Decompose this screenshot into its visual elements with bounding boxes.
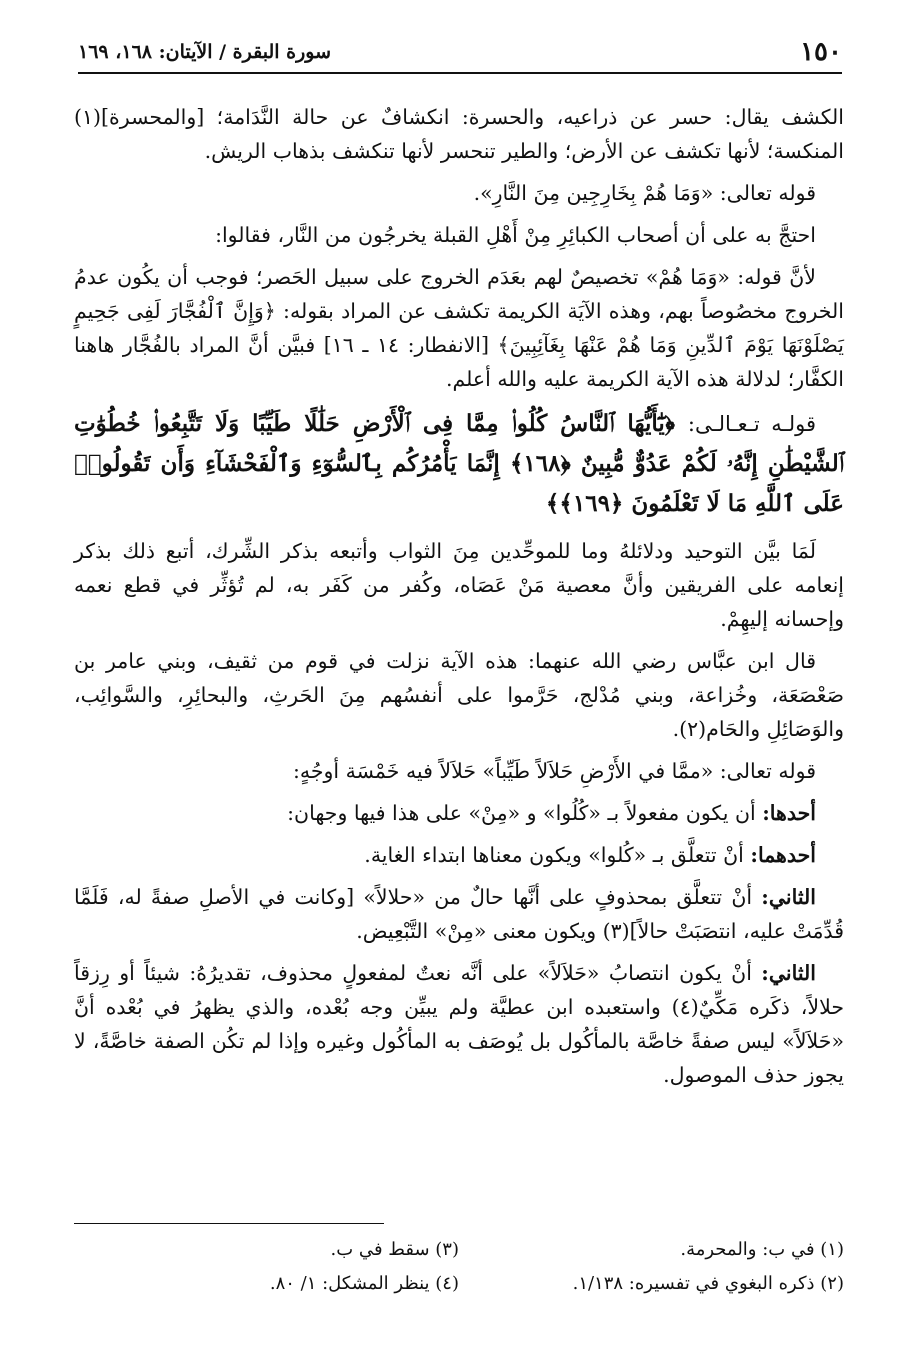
- footnote-2: (٢) ذكره البغوي في تفسيره: ١/١٣٨.: [572, 1273, 844, 1294]
- quran-verse-block: [74, 404, 844, 524]
- footnote-1: (١) في ب: والمحرمة.: [680, 1239, 844, 1260]
- label-first-of-two: أحدهما:: [750, 843, 816, 867]
- quran-verse: ﴿يَٰٓأَيُّهَا ٱلنَّاسُ كُلُوا۟ مِمَّا فِى ٱلْأَرْضِ حَلَٰلًا طَيِّبًا وَلَا تَتَّبِعُوا۟ خُطُوَٰتِ ٱلشَّيْطَٰنِ إِنَّهُۥ لَكُمْ عَدُوٌّ مُّبِينٌ ﴿١٦٨﴾ إِنَّمَا يَأْمُرُكُم بِٱلسُّوٓءِ وَٱلْفَحْشَآءِ وَأَن تَقُولُوا۟ عَلَى ٱللَّهِ مَا لَا تَعْلَمُونَ ﴿١٦٩﴾﴾: [74, 410, 844, 517]
- paragraph-10-text: أنْ تتعلَّق بمحذوفٍ على أنَّها حالٌ من «حلالاً» [وكانت في الأصلِ صفةً له، فَلَمَّا قُدِّمَتْ عليه، انتصَبَتْ حالاً](٣) ويكون معنى «مِنْ» التَّبْعِيض.: [74, 885, 844, 943]
- footnote-4: (٤) ينظر المشكل: ١/ ٨٠.: [269, 1273, 459, 1294]
- paragraph-6: قال ابن عبَّاس رضي الله عنهما: هذه الآية نزلت في قوم من ثقيف، وبني عامر بن صَعْصَعَة، وخُزاعة، وبني مُدْلج، حَرَّموا على أنفسُهم مِنَ الحَرثِ، والبحائِرِ، والسَّوائِب، والوَصَائِلِ والحَام(٢).: [74, 649, 844, 741]
- main-text: [74, 100, 844, 1100]
- paragraph-11-text: أنْ يكون انتصابُ «حَلاَلاً» على أنَّه نعتٌ لمفعولٍ محذوف، تقديرُهُ: شيئاً أو رِزقاً حلالاً، ذكَره مَكِّيٌ(٤) واستعبده ابن عطيَّة ولم يبيِّن وجه بُعْده، والذي يظهرُ في بُعْده أنَّ «حَلاَلاً» ليس صفةً خاصَّة بالمأكُول بل يُوصَف به المأكُول وغيره وإذا لم تكُن الصفة خاصَّةً، لا يجوز حذف الموصول.: [74, 961, 844, 1087]
- paragraph-5: لَمَا بيَّن التوحيد ودلائلهُ وما للموحِّدين مِنَ الثواب وأتبعه بذكر الشِّرك، أتبع ذلك بذكر إنعامه على الفريقين وأنَّ معصية مَنْ عَصَاه، وكُفر من كَفَر به، لم تُؤثِّر في قطع نعمه وإحسانه إليهِمْ.: [74, 539, 844, 631]
- footnote-divider: [74, 1223, 384, 1224]
- paragraph-3: احتجَّ به على أن أصحاب الكبائِرِ مِنْ أَهْلِ القبلة يخرجُون من النَّار، فقالوا:: [215, 223, 816, 247]
- surah-title: سورة البقرة / الآيتان: ١٦٨، ١٦٩: [78, 41, 332, 63]
- paragraph-4: لأنَّ قوله: «وَمَا هُمْ» تخصيصٌ لهم بعَدَم الخروج على سبيل الحَصر؛ فوجب أن يكُون عدمُ الخروج مخصُوصاً بهم، وهذه الآيَة الكريمة تكشف عن المراد بقوله: ﴿وَإِنَّ ٱلْفُجَّارَ لَفِى جَحِيمٍ يَصْلَوْنَهَا يَوْمَ ٱلدِّينِ وَمَا هُمْ عَنْهَا بِغَآئِبِينَ﴾ [الانفطار: ١٤ ـ ١٦] فبيَّن أنَّ المراد بالفُجَّار هاهنا الكفَّار؛ لدلالة هذه الآية الكريمة عليه والله أعلم.: [74, 265, 844, 391]
- verse-intro: قولـه تـعـالـى:: [687, 412, 816, 436]
- paragraph-7: قوله تعالى: «ممَّا في الأَرْضِ حَلاَلاً طَيِّباً» حَلاَلاً فيه خَمْسَة أوجُهٍ:: [292, 759, 816, 783]
- paragraph-2: قوله تعالى: «وَمَا هُمْ بِخَارِجِين مِنَ النَّارِ».: [473, 181, 816, 205]
- paragraph-10: [74, 880, 844, 948]
- paragraph-11: [74, 956, 844, 1092]
- footnotes: [74, 1236, 844, 1298]
- paragraph-1: الكشف يقال: حسر عن ذراعيه، والحسرة: انكشافٌ عن حالة النَّدَامة؛ [والمحسرة](١) المنكسة؛ لأنها تكشف عن الأرض؛ والطير تنحسر لأنها تنكشف بذهاب الريش.: [74, 105, 844, 163]
- label-second-face: الثاني:: [761, 961, 816, 985]
- label-second: الثاني:: [761, 885, 816, 909]
- label-first: أحدها:: [762, 801, 816, 825]
- page-number: ١٥٠: [800, 37, 842, 67]
- footnote-3: (٣) سقط في ب.: [330, 1239, 459, 1260]
- paragraph-8-text: أن يكون مفعولاً بـ «كُلُوا» و «مِنْ» على هذا فيها وجهان:: [287, 801, 756, 825]
- paragraph-9: [74, 838, 844, 872]
- paragraph-9-text: أنْ تتعلَّق بـ «كُلوا» ويكون معناها ابتداء الغاية.: [364, 843, 744, 867]
- paragraph-8: [74, 796, 844, 830]
- running-header: [78, 32, 842, 74]
